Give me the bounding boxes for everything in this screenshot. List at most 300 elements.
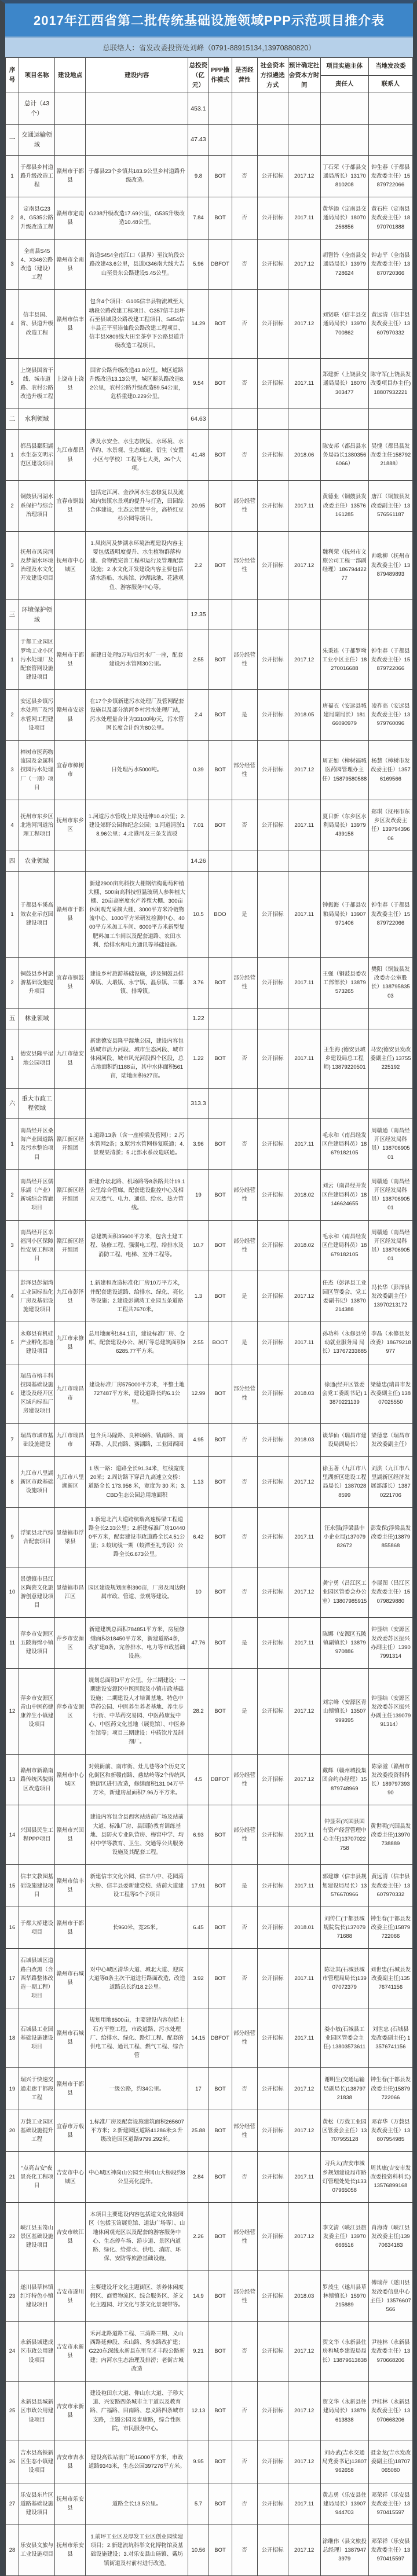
cell-content: 道路全长13.5公里。	[86, 2483, 188, 2525]
cell-ppp-mode: BOT	[209, 1169, 232, 1220]
cell-ppp-mode: DBFOT	[209, 1754, 232, 1805]
cell-project-name: 萍乡市安源区五陂海绵小镇建设项目	[19, 1618, 55, 1669]
cell-location: 吉安市峡江县	[55, 2203, 86, 2271]
cell-expected-time: 2017.11	[288, 480, 320, 531]
cell-investment: 453.1	[188, 93, 209, 125]
cell-content: 本项目主要建设内容包括道文化体验园区（包括玉笥展览馆、道法广场等）、山地休闲观光区以及配套的游客服务中心、生态停车场、游步道、景区内道路、绿化、给排水、供电、消防、环保、安防等旅游基础设施。	[86, 2203, 188, 2271]
cell-operational: 是	[232, 1271, 257, 1322]
cell-content: 省道S454全南江口（县界）至汶坑段公路改建43.6公里，县道X346南大线大吉山至贵东公路建设5.45公里。	[86, 239, 188, 290]
cell-project-name: 抚州市东乡区北港河河道治理工程项目	[19, 800, 55, 851]
cell-ppp-mode: BOT	[209, 741, 232, 800]
cell-investment: 9.21	[188, 2322, 209, 2382]
header-location: 建设地点	[55, 58, 86, 93]
cell-content	[86, 1008, 188, 1029]
cell-operational: 部分经营性	[232, 741, 257, 800]
cell-location: 九江市都昌县	[55, 430, 86, 481]
table-row	[6, 871, 413, 958]
cell-ppp-mode: BOT	[209, 2203, 232, 2271]
cell-ppp-mode: BOT	[209, 1949, 232, 2008]
header-responsible: 责任人	[320, 75, 368, 93]
cell-responsible-person: 朱秉连（于都罗坳工业小区主任）18270016688	[320, 630, 368, 690]
section-row	[6, 599, 413, 630]
cell-responsible-person	[320, 93, 368, 125]
cell-responsible-person	[320, 1008, 368, 1029]
cell-contact-person: 凌祚高（安远县发改委主任）13979760096	[368, 690, 412, 741]
cell-investment: 9.54	[188, 358, 209, 409]
cell-expected-time: 2017.12	[288, 2203, 320, 2271]
cell-operational: 部分经营性	[232, 630, 257, 690]
cell-content: 总建筑面积35600平方米，包含土建工程、装修工程、强弱电工程、给排水及消防工程、电梯、室外工程等。	[86, 1220, 188, 1271]
cell-operational	[232, 599, 257, 630]
cell-ppp-mode: BOT	[209, 531, 232, 599]
cell-investment: 5.7	[188, 2483, 209, 2525]
cell-selection: 公开招标	[257, 690, 288, 741]
cell-location	[55, 124, 86, 155]
cell-ppp-mode: BOT	[209, 958, 232, 1009]
cell-location: 赣州市信丰县	[55, 290, 86, 358]
cell-contact-person: 刘洪（九江市八里湖新区经济发展部部长）13870221706	[368, 1456, 412, 1507]
cell-contact-person: 黄世明(兴国县发改委主任)13970738889	[368, 1805, 412, 1865]
cell-ppp-mode: BOT	[209, 2322, 232, 2382]
cell-selection: 公开招标	[257, 1322, 288, 1364]
cell-operational: 部分经营性	[232, 2110, 257, 2152]
cell-ppp-mode: BOT	[209, 2483, 232, 2525]
cell-content: 包括定江河、金沙河水生态修复以及流域内集镇水景观的提升与打造，田园综合体建设，生态云智慧平台，高桥红豆杉公园等项目。	[86, 480, 188, 531]
cell-content: 在17个乡镇新建污水处理厂及管网配套设施以及部分滨河乡村污水处理厂站，污水处理量合计为33100吨/天，污水管网长度合计约为80公里。	[86, 690, 188, 741]
cell-ppp-mode: BOT	[209, 1119, 232, 1170]
ppp-projects-table	[5, 57, 413, 2576]
table-row	[6, 2068, 413, 2110]
cell-seq: 6	[6, 1364, 19, 1423]
cell-investment: 6.42	[188, 1507, 209, 1567]
cell-selection: 公开招标	[257, 2152, 288, 2203]
cell-project-name: 铜鼓县河湖水系保护与综合治理项目	[19, 480, 55, 531]
cell-seq: 三	[6, 599, 19, 630]
cell-location: 赣州市石城县	[55, 1949, 86, 2008]
cell-seq: 2	[6, 480, 19, 531]
cell-project-name: 交通运输领域	[19, 124, 55, 155]
cell-location: 九江市八里湖新区	[55, 1456, 86, 1507]
cell-responsible-person	[320, 599, 368, 630]
cell-operational: 否	[232, 358, 257, 409]
cell-operational	[232, 409, 257, 430]
cell-expected-time: 2017.12	[288, 1567, 320, 1618]
cell-location: 吉安市遂川县	[55, 2271, 86, 2322]
cell-selection	[257, 1088, 288, 1119]
cell-ppp-mode: DBFOT	[209, 2008, 232, 2068]
table-row	[6, 2483, 413, 2525]
cell-operational: 否	[232, 2382, 257, 2441]
cell-investment: 3.76	[188, 958, 209, 1009]
table-row	[6, 2322, 413, 2382]
cell-operational: 否	[232, 155, 257, 197]
section-row	[6, 1008, 413, 1029]
cell-responsible-person: 戴辉（赣州城投集团合约办经理）15879748969	[320, 1754, 368, 1805]
cell-project-name: 于都县车溪高效农业示范园建设项目	[19, 871, 55, 958]
cell-expected-time: 2017.12	[288, 290, 320, 358]
cell-location: 吉安市吉水县	[55, 2441, 86, 2483]
cell-investment: 1.13	[188, 1456, 209, 1507]
table-row	[6, 2008, 413, 2068]
cell-seq: 3	[6, 531, 19, 599]
cell-project-name: “点亮吉安”夜景亮化工程项目	[19, 2152, 55, 2203]
cell-responsible-person: 钟显荣(兴国县国有资产经营管理中心主任)13707022758	[320, 1805, 368, 1865]
cell-ppp-mode: BOO	[209, 871, 232, 958]
header-expected-time: 预计确定社会资本方时间	[288, 58, 320, 93]
cell-location: 赣州市定南县	[55, 197, 86, 240]
cell-project-name: 全南县S454、X346公路改造（建设）工程	[19, 239, 55, 290]
cell-contact-person: 邓荣祥（乐安县发改委主任）13970415597	[368, 2483, 412, 2525]
cell-expected-time: 2017.11	[288, 197, 320, 240]
header-investment: 总投资（亿元）	[188, 58, 209, 93]
cell-selection: 公开招标	[257, 531, 288, 599]
cell-contact-person: 尹桂林（永新县发改委主任）13970668206	[368, 2322, 412, 2382]
cell-contact-person	[368, 409, 412, 430]
table-row	[6, 1119, 413, 1170]
cell-ppp-mode: BOT	[209, 430, 232, 481]
cell-ppp-mode	[209, 1088, 232, 1119]
cell-investment: 20.95	[188, 480, 209, 531]
cell-expected-time: 2017.11	[288, 2483, 320, 2525]
cell-responsible-person: 汪永强(浮梁县中小企业局)13707982672	[320, 1507, 368, 1567]
cell-contact-person	[368, 851, 412, 871]
cell-contact-person: 钟志平（全南县发改委主任）13870720366	[368, 239, 412, 290]
cell-operational: 是	[232, 1669, 257, 1755]
cell-selection: 公开招标	[257, 2110, 288, 2152]
cell-ppp-mode: BOT	[209, 1669, 232, 1755]
cell-operational: 是	[232, 690, 257, 741]
cell-location: 赣州市石城县	[55, 2008, 86, 2068]
cell-expected-time: 2017.12	[288, 2441, 320, 2483]
cell-operational: 否	[232, 1119, 257, 1170]
cell-project-name: 上饶县国省干线、城市道路、农村公路改造升级工程	[19, 358, 55, 409]
cell-seq: 1	[6, 1119, 19, 1170]
cell-investment: 17.91	[188, 1865, 209, 1907]
table-row	[6, 155, 413, 197]
table-row	[6, 1618, 413, 1669]
cell-responsible-person: 刘办武(吉水交通局党委书记)13807962658	[320, 2441, 368, 2483]
cell-expected-time: 2017.12	[288, 1669, 320, 1755]
cell-contact-person: 陈泉滋（赣州市发改委投资科科长）18979739390	[368, 1754, 412, 1805]
cell-ppp-mode: BOT	[209, 2441, 232, 2483]
cell-seq: 2	[6, 958, 19, 1009]
cell-ppp-mode: BOT	[209, 1271, 232, 1322]
cell-expected-time: 2018.03	[288, 2271, 320, 2322]
page-title: 2017年江西省第二批传统基础设施领域PPP示范项目推介表	[5, 3, 413, 36]
cell-project-name: 石城县城区道路白改黑（含西华路整体改造一期工程）项目	[19, 1949, 55, 2008]
cell-responsible-person: 涂继伟（县文旅投总经理）13879473979	[320, 2525, 368, 2576]
cell-selection	[257, 124, 288, 155]
cell-operational: 部分经营性	[232, 1754, 257, 1805]
cell-operational	[232, 93, 257, 125]
cell-content: 新建介坛北路、机场路等8条路共计19.1公里综合管廊，配套建设监控中心及相应天然气、电力、通信、给水、热力管线。	[86, 1169, 188, 1220]
cell-content: 新建2900亩高科技大棚钢结构葡萄种植大棚、500亩高科技恒温玻璃人参种植大棚、20亩高密度水产养殖大棚、300亩休闲观光采摘大棚、3000平方米冷链物流中心、1000平方米研发检测中心、4000平方米加工车间、6000平方米新型复肥料加工车间以及配套道路、农田水利、给排水和电力通讯等基础设施。	[86, 871, 188, 958]
cell-seq	[6, 93, 19, 125]
cell-seq: 5	[6, 358, 19, 409]
cell-operational: 是	[232, 1865, 257, 1907]
cell-responsible-person: 黄华添（定南县交通局局长）18070256856	[320, 197, 368, 240]
cell-ppp-mode: BOOT	[209, 1322, 232, 1364]
cell-investment: 3.92	[188, 1949, 209, 2008]
cell-content: 包含兵马隆路、良种场路、镇南路、南环路、人民南路、赛湖路，工业园西园	[86, 1423, 188, 1456]
cell-selection: 公开招标	[257, 741, 288, 800]
cell-responsible-person: 娄小敏(石城县工业园区管委会主任) 13803573611	[320, 2008, 368, 2068]
cell-content: 新建日处理3万吨/日污水厂一座，配套建设污水管网30公里。	[86, 630, 188, 690]
cell-project-name: 兴国县民生工程PPP项目	[19, 1805, 55, 1865]
cell-selection: 公开招标	[257, 1949, 288, 2008]
cell-investment: 12.99	[188, 1364, 209, 1423]
cell-content: 禾河北路道路工程、三湾路三期、义山西路延伸段、禾山路、秀水路改扩建；G220东深线永新县东里至才丰段公路新建；内河水生态治理及排涝；老街古城改造	[86, 2322, 188, 2382]
table-header	[6, 58, 413, 93]
cell-operational: 是	[232, 871, 257, 958]
cell-project-name: 赣州市新赣南路传统风貌街区改造项目	[19, 1754, 55, 1805]
cell-expected-time: 2017.11	[288, 958, 320, 1009]
cell-content: 于都县23个乡镇共183.9公里乡村道路升级改造。	[86, 155, 188, 197]
cell-operational: 是	[232, 1618, 257, 1669]
cell-ppp-mode: BOT	[209, 358, 232, 409]
cell-selection	[257, 599, 288, 630]
cell-seq: 9	[6, 1507, 19, 1567]
cell-seq: 1	[6, 871, 19, 958]
cell-seq: 4	[6, 800, 19, 851]
cell-responsible-person	[320, 409, 368, 430]
cell-responsible-person: 贺文华（永新县住房和城乡建设局局长）13879613838	[320, 2322, 368, 2382]
cell-responsible-person: 毛永和（南昌经发区住建局科员）18679182105	[320, 1119, 368, 1170]
cell-expected-time: 2018.03	[288, 1364, 320, 1423]
cell-expected-time: 2017.11	[288, 2152, 320, 2203]
cell-selection: 公开招标	[257, 197, 288, 240]
cell-contact-person: 肖海涛（峡江县发改委主任)13970634183	[368, 2203, 412, 2271]
cell-seq: 23	[6, 2271, 19, 2322]
cell-project-name: 瑞兴于快速交通走廊于都段工程	[19, 2068, 55, 2110]
cell-responsible-person	[320, 124, 368, 155]
table-row	[6, 2203, 413, 2271]
cell-content: 园区建设规划面积390亩，厂房及周边附属市政、管道、景观等建设。	[86, 1567, 188, 1618]
cell-project-name: 瑞昌市城市基础设施建设	[19, 1423, 55, 1456]
table-row	[6, 690, 413, 741]
cell-expected-time: 2017.11	[288, 1029, 320, 1088]
cell-location: 抚州市乐安县	[55, 2483, 86, 2525]
table-row	[6, 2525, 413, 2576]
cell-ppp-mode: BOT	[209, 290, 232, 358]
table-row	[6, 1169, 413, 1220]
cell-seq: 8	[6, 1456, 19, 1507]
cell-expected-time: 2017.11	[288, 1119, 320, 1170]
cell-responsible-person: 郭建雄（信丰县规划建设局局长）13576670966	[320, 1865, 368, 1907]
cell-project-name: 吉水县高铁新区生态小镇建设项目	[19, 2441, 55, 2483]
table-row	[6, 1423, 413, 1456]
cell-seq: 4	[6, 1271, 19, 1322]
cell-expected-time: 2017.11	[288, 871, 320, 958]
cell-project-name: 定南县G238、G535公路升级改造工程	[19, 197, 55, 240]
cell-content	[86, 1088, 188, 1119]
cell-expected-time: 2017.12	[288, 1271, 320, 1322]
cell-project-name: 抚州市凤岗河及梦湖水环境治理及水文化开发建设项目	[19, 531, 55, 599]
cell-selection: 公开招标	[257, 2525, 288, 2576]
cell-location: 赣州市中心城区	[55, 1754, 86, 1805]
cell-operational: 部分经营性	[232, 2271, 257, 2322]
cell-operational: 部分经营性	[232, 2008, 257, 2068]
cell-location: 上饶市上饶县	[55, 358, 86, 409]
cell-operational	[232, 1008, 257, 1029]
cell-operational: 否	[232, 430, 257, 481]
cell-seq: 二	[6, 409, 19, 430]
cell-ppp-mode: BOT	[209, 1456, 232, 1507]
cell-expected-time	[288, 851, 320, 871]
cell-operational: 否	[232, 2322, 257, 2382]
cell-project-name: 环境保护领域	[19, 599, 55, 630]
cell-investment: 12.35	[188, 599, 209, 630]
cell-investment: 2.26	[188, 2203, 209, 2271]
table-row	[6, 358, 413, 409]
cell-responsible-person: 郑建新（上饶县交通局局长）18070303477	[320, 358, 368, 409]
cell-responsible-person: 习兵太(吉安市城乡规划建设局市路灯管理处处长)13307965058	[320, 2152, 368, 2203]
cell-expected-time: 2017.12	[288, 2068, 320, 2110]
cell-location: 九江市永修县	[55, 1322, 86, 1364]
cell-selection: 公开招标	[257, 630, 288, 690]
cell-expected-time	[288, 124, 320, 155]
cell-expected-time: 2017.12	[288, 2525, 320, 2576]
table-row	[6, 1805, 413, 1865]
cell-operational: 部分经营性	[232, 1805, 257, 1865]
cell-selection: 公开招标	[257, 1567, 288, 1618]
cell-operational: 部分经营性	[232, 1220, 257, 1271]
cell-investment: 6.93	[188, 1805, 209, 1865]
cell-investment: 1.22	[188, 1008, 209, 1029]
cell-responsible-person: 刘宗峰（安源区青山镇镇长）13507999395	[320, 1669, 368, 1755]
cell-investment: 1.22	[188, 1029, 209, 1088]
cell-investment: 14.9	[188, 2271, 209, 2322]
cell-contact-person: 钟生春（于都县发改委主任）15879722066	[368, 155, 412, 197]
table-row	[6, 1220, 413, 1271]
section-row	[6, 124, 413, 155]
cell-project-name: 安远县乡镇污水处理厂及污水管网工程建设项目	[19, 690, 55, 741]
cell-expected-time: 2017.11	[288, 800, 320, 851]
cell-location: 赣州市安远县	[55, 690, 86, 741]
cell-content: 建设乡村旅游基础设施，涉及铜鼓县排埠镇、大塅镇、永宁镇、温泉镇、三都镇、排埠镇。	[86, 958, 188, 1009]
cell-ppp-mode: BOT	[209, 2068, 232, 2110]
cell-responsible-person: 周正如（樟树福城医药园管理办主任）15879580588	[320, 741, 368, 800]
cell-contact-person: 马安(德安县发改委副主任) 13755225192	[368, 1029, 412, 1088]
cell-investment: 6.45	[188, 1907, 209, 1949]
cell-seq: 11	[6, 1618, 19, 1669]
cell-location: 赣州市信丰县	[55, 1865, 86, 1907]
cell-operational: 否	[232, 2441, 257, 2483]
cell-responsible-person: 王强（铜鼓县委农工部部长）13879573265	[320, 958, 368, 1009]
cell-project-name: 于都县乡村道路升级改造工程	[19, 155, 55, 197]
cell-location: 赣州市于都县	[55, 155, 86, 197]
cell-contact-person	[368, 93, 412, 125]
cell-seq: 1	[6, 155, 19, 197]
cell-location: 景德镇市浮梁县	[55, 1507, 86, 1567]
cell-content	[86, 851, 188, 871]
cell-contact-person: 钟显结（安源区发改委苏区振兴办副主任13907991314）	[368, 1669, 412, 1755]
cell-project-name: 永新县城建成区市政公用建设项目	[19, 2322, 55, 2382]
cell-project-name: 萍乡市安源区青山中医药健康养生小镇建设项目	[19, 1669, 55, 1755]
cell-seq: 2	[6, 197, 19, 240]
cell-expected-time: 2017.12	[288, 2322, 320, 2382]
cell-investment: 3.96	[188, 1119, 209, 1170]
cell-operational: 是	[232, 1322, 257, 1364]
cell-responsible-person: 任杰（彭泽县工业园区管委会、党工委副书记）13870214388	[320, 1271, 368, 1322]
table-row	[6, 958, 413, 1009]
cell-seq: 16	[6, 1907, 19, 1949]
cell-location: 赣州市于都县	[55, 2068, 86, 2110]
cell-investment: 2.55	[188, 630, 209, 690]
cell-ppp-mode: BOT	[209, 1805, 232, 1865]
cell-investment: 10.56	[188, 2525, 209, 2576]
cell-selection: 公开招标	[257, 2068, 288, 2110]
cell-contact-person: 梁德忠(瑞昌市发改委副主任) 13807025550	[368, 1364, 412, 1423]
cell-contact-person: 李展图（昌江区发改委主任）15079829880	[368, 1567, 412, 1618]
cell-selection: 公开招标	[257, 1364, 288, 1423]
cell-location: 赣州市于都县	[55, 871, 86, 958]
cell-project-name: 南昌经开区幸福河小区保障性安居工程项目	[19, 1220, 55, 1271]
cell-investment: 2.55	[188, 1322, 209, 1364]
cell-investment: 17	[188, 2068, 209, 2110]
cell-expected-time: 2017.11	[288, 1805, 320, 1865]
cell-content: 1.新建北汽大道跨杭瑞高速桥梁工程道路全长2.33公里；2.新建标准厂房104400平方米，配套建设市政道路全长4.51公里；3.蛟坑线一期（蛟潭至礼芳段）公路全长6.673公里。	[86, 1507, 188, 1567]
table-row	[6, 1754, 413, 1805]
cell-location: 九江市彭泽县	[55, 1271, 86, 1322]
cell-location: 赣州市兴国县	[55, 1805, 86, 1865]
cell-operational: 否	[232, 290, 257, 358]
cell-operational: 否	[232, 1423, 257, 1456]
cell-location: 九江市瑞昌市	[55, 1423, 86, 1456]
cell-operational: 否	[232, 197, 257, 240]
cell-operational: 否	[232, 239, 257, 290]
cell-contact-person: 傅瑞萍（遂川县发改委信息中心主任）13576607566	[368, 2271, 412, 2322]
cell-contact-person: 钟生春（于都县发改委主任）15879722066	[368, 630, 412, 690]
cell-investment: 10.7	[188, 1220, 209, 1271]
cell-seq: 14	[6, 1805, 19, 1865]
cell-ppp-mode: BOT	[209, 2152, 232, 2203]
cell-selection: 公开招标	[257, 239, 288, 290]
cell-location: 赣州市于都县	[55, 1907, 86, 1949]
cell-location: 抚州市中心城区	[55, 531, 86, 599]
section-row	[6, 1088, 413, 1119]
cell-seq: 五	[6, 1008, 19, 1029]
table-row	[6, 2382, 413, 2441]
cell-location: 赣州市全南县	[55, 239, 86, 290]
cell-investment: 0.39	[188, 741, 209, 800]
table-row	[6, 290, 413, 358]
cell-expected-time: 2017.12	[288, 155, 320, 197]
cell-content	[86, 93, 188, 125]
cell-selection: 公开招标	[257, 1456, 288, 1507]
header-seq: 序号	[6, 58, 19, 93]
cell-location	[55, 851, 86, 871]
cell-selection: 公开招标	[257, 1169, 288, 1220]
table-row	[6, 1907, 413, 1949]
cell-project-name: 水利领域	[19, 409, 55, 430]
cell-selection	[257, 851, 288, 871]
cell-operational	[232, 1088, 257, 1119]
cell-seq: 7	[6, 1423, 19, 1456]
cell-contact-person	[368, 1008, 412, 1029]
cell-contact-person: 周赣通（南昌经开区经发局科员）13870690501	[368, 1119, 412, 1170]
cell-seq: 一	[6, 124, 19, 155]
cell-investment: 1.3	[188, 1271, 209, 1322]
cell-ppp-mode: BOT	[209, 2525, 232, 2576]
cell-contact-person: 邓荣祥（乐安县发改委主任）13970415597	[368, 2525, 412, 2576]
table-row	[6, 1567, 413, 1618]
cell-seq: 10	[6, 1567, 19, 1618]
cell-ppp-mode: BOT	[209, 2110, 232, 2152]
table-row	[6, 1364, 413, 1423]
cell-expected-time: 2017.11	[288, 1865, 320, 1907]
cell-selection	[257, 409, 288, 430]
